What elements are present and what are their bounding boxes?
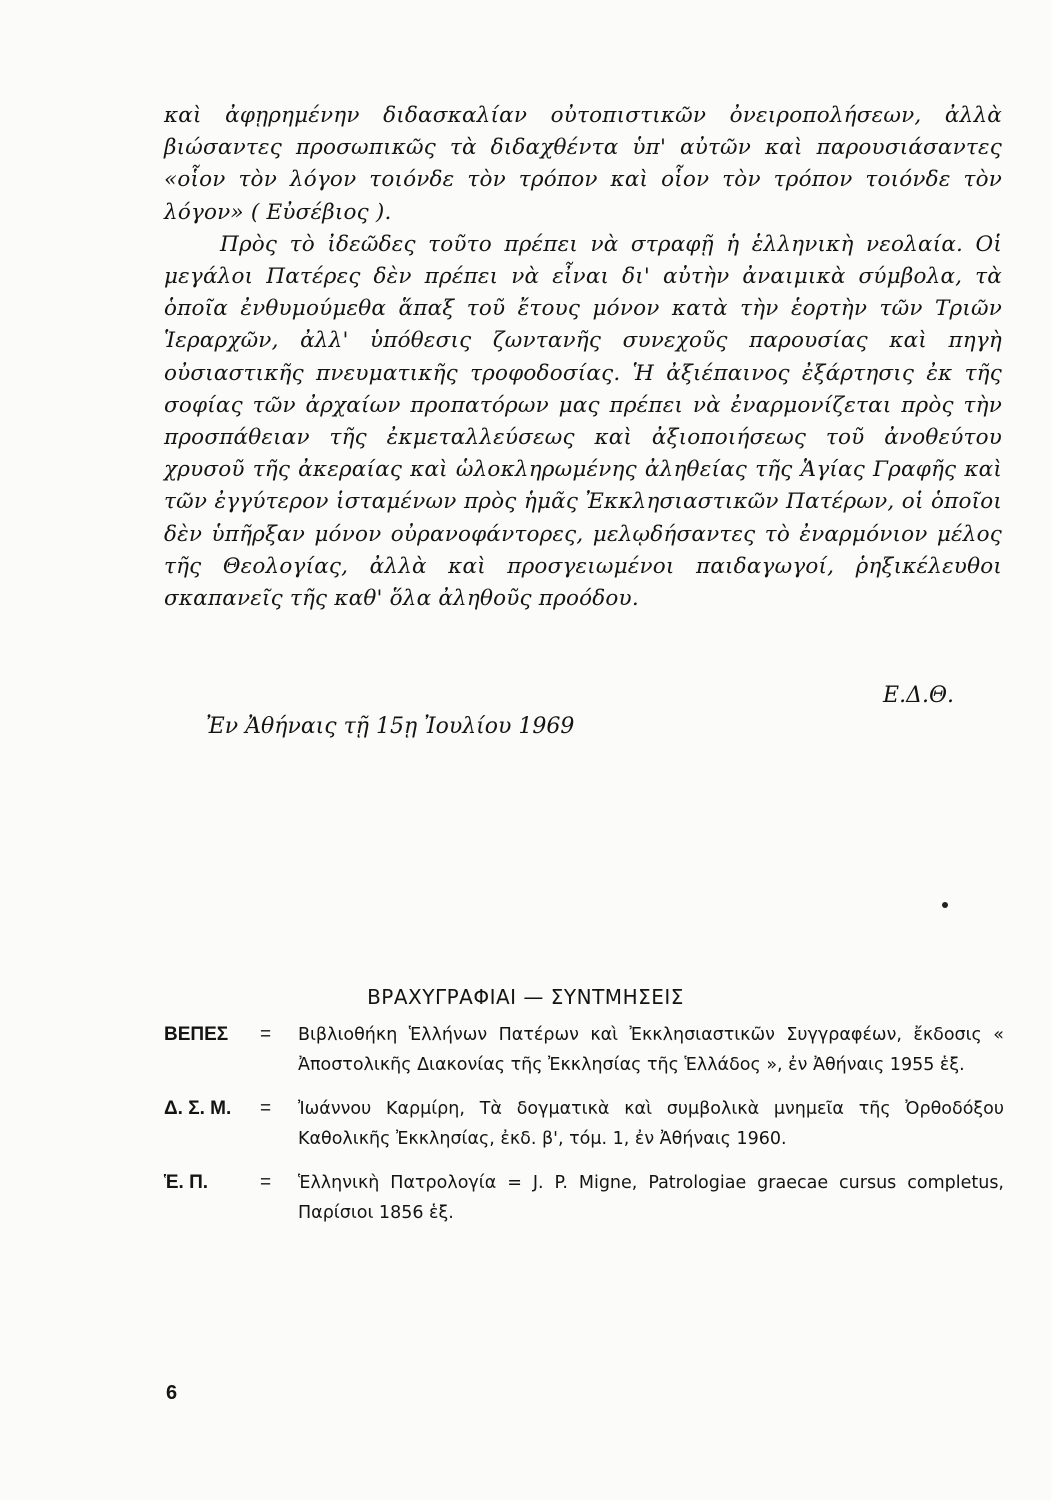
bullet-mark [942,902,948,908]
paragraph-2: Πρὸς τὸ ἰδεῶδες τοῦτο πρέπει νὰ στραφῇ ἡ ἑλληνικὴ νεολαία. Οἱ μεγάλοι Πατέρες δὲν πρέπει νὰ εἶναι δι' αὐτὴν ἀναιμικὰ σύμβολα, τὰ ὁποῖα ἐνθυμούμεθα ἅπαξ τοῦ ἔτους μόνον κατὰ τὴν ἑορτὴν τῶν Τριῶν Ἱεραρχῶν, ἀλλ' ὑπόθεσις ζωντανῆς συνεχοῦς παρουσίας καὶ πηγὴ οὐσιαστικῆς πνευματικῆς τροφοδοσίας. Ἡ ἀξιέπαινος ἐξάρτησις ἐκ τῆς σοφίας τῶν ἀρχαίων προπατόρων μας πρέπει νὰ ἐναρμονίζεται πρὸς τὴν προσπάθειαν τῆς ἐκμεταλλεύσεως καὶ ἀξιοποιήσεως τοῦ ἀνοθεύτου χρυσοῦ τῆς ἀκεραίας καὶ ὡλοκληρωμένης ἀληθείας τῆς Ἁγίας Γραφῆς καὶ τῶν ἐγγύτερον ἱσταμένων πρὸς ἡμᾶς Ἐκκλησιαστικῶν Πατέρων, οἱ ὁποῖοι δὲν ὑπῆρξαν μόνον οὐρανοφάντορες, μελῳδήσαντες τὸ ἐναρμόνιον μέλος τῆς Θεολογίας, ἀλλὰ καὶ προσγειωμένοι παιδαγωγοί, ῥηξικέλευθοι σκαπανεῖς τῆς καθ' ὅλα ἀληθοῦς προόδου. [164,231,1002,612]
body-text [164,100,1002,615]
abbreviation-key: Δ. Σ. Μ. [164,1098,232,1119]
abbreviation-entry [164,1094,1004,1154]
abbreviation-entry [164,1020,1004,1080]
equals-sign: = [260,1098,272,1119]
equals-sign: = [260,1024,272,1045]
page-number: 6 [166,1382,178,1404]
abbreviations-list [164,1020,1004,1242]
dateline: Ἐν Ἀθήναις τῇ 15ῃ Ἰουλίου 1969 [206,714,575,739]
equals-sign: = [260,1172,272,1193]
signature-initials: Ε.Δ.Θ. [883,683,954,708]
abbreviations-title: ΒΡΑΧΥΓΡΑΦΙΑΙ — ΣΥΝΤΜΗΣΕΙΣ [367,985,684,1009]
abbreviation-entry [164,1168,1004,1228]
abbreviation-key: Ἑ. Π. [164,1172,209,1193]
abbreviation-description: Ἰωάννου Καρμίρη, Τὰ δογματικὰ καὶ συμβολικὰ μνημεῖα τῆς Ὀρθοδόξου Καθολικῆς Ἐκκλησίας, ἐκδ. β', τόμ. 1, ἐν Ἀθήναις 1960. [298,1099,1004,1149]
abbreviation-key: ΒΕΠΕΣ [164,1024,229,1045]
abbreviation-description: Βιβλιοθήκη Ἑλλήνων Πατέρων καὶ Ἐκκλησιαστικῶν Συγγραφέων, ἔκδοσις « Ἀποστολικῆς Διακονίας τῆς Ἐκκλησίας τῆς Ἑλλάδος », ἐν Ἀθήναις 1955 ἑξ. [298,1025,1004,1075]
abbreviation-description: Ἑλληνικὴ Πατρολογία = J. P. Migne, Patrologiae graecae cursus completus, Παρίσιοι 1856 ἑξ. [298,1173,1004,1223]
paragraph-1: καὶ ἀφῃρημένην διδασκαλίαν οὐτοπιστικῶν ὀνειροπολήσεων, ἀλλὰ βιώσαντες προσωπικῶς τὰ διδαχθέντα ὑπ' αὐτῶν καὶ παρουσιάσαντες «οἷον τὸν λόγον τοιόνδε τὸν τρόπον καὶ οἷον τὸν τρόπον τοιόνδε τὸν λόγον» ( Εὐσέβιος ). [164,103,1002,225]
